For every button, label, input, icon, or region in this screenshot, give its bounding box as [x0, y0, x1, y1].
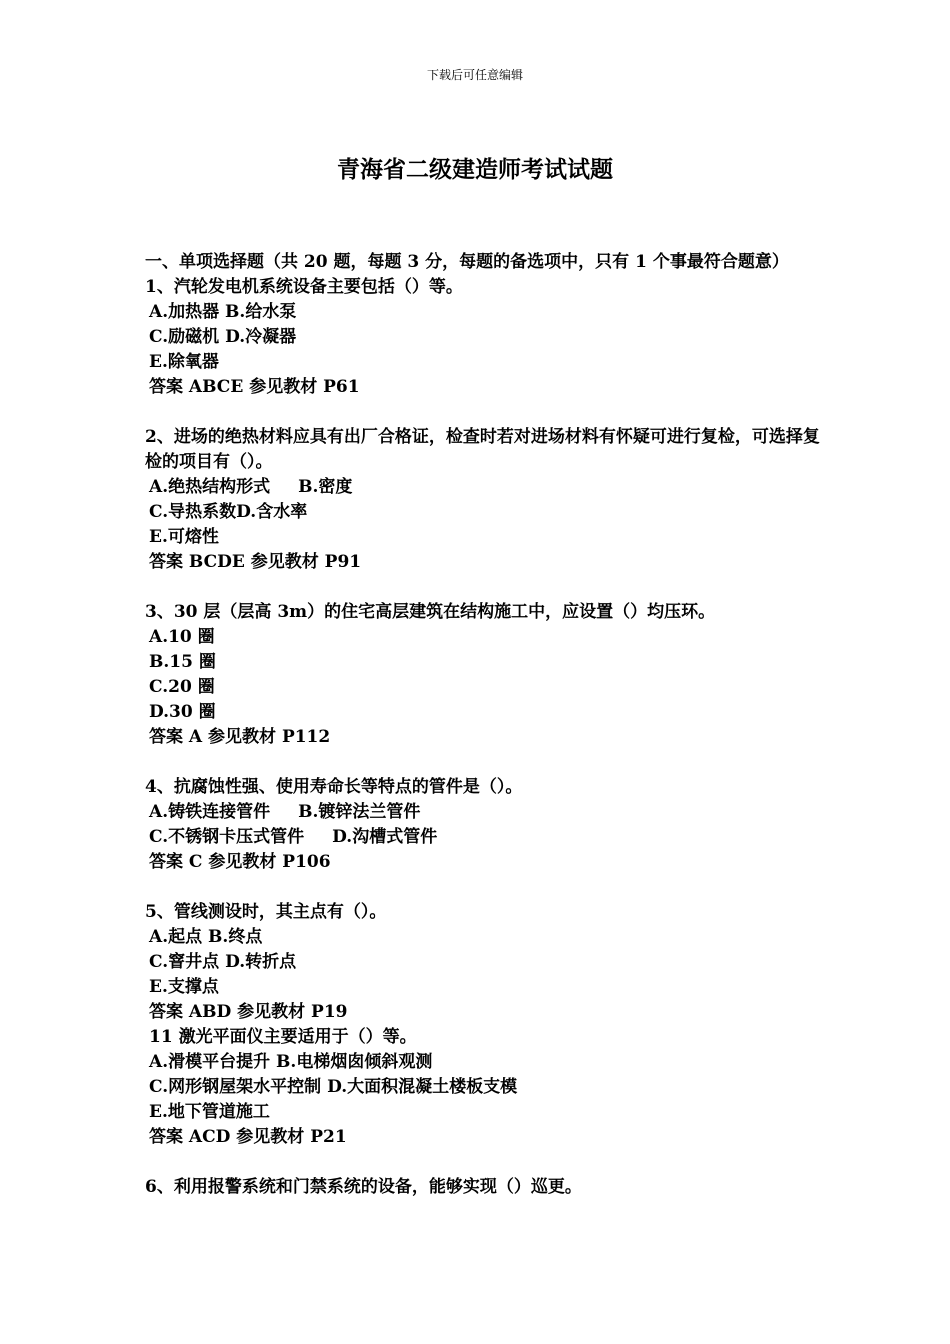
question-option: C.网形钢屋架水平控制 D.大面积混凝土楼板支模: [149, 1077, 518, 1097]
question-option-row: [145, 800, 825, 825]
spacer: [145, 750, 825, 775]
question-option: D.沟槽式管件: [332, 827, 438, 847]
question-option: E.除氧器: [149, 352, 219, 372]
question-option: A.加热器 B.给水泵: [149, 302, 297, 322]
question-answer: 答案 ACD 参见教材 P21: [149, 1127, 347, 1147]
question-stem: 3、30 层（层高 3m）的住宅高层建筑在结构施工中，应设置（）均压环。: [145, 602, 716, 622]
question-stem: 6、利用报警系统和门禁系统的设备，能够实现（）巡更。: [145, 1177, 582, 1197]
question-option: E.可熔性: [149, 527, 219, 547]
spacer: [145, 575, 825, 600]
question-answer: 答案 ABD 参见教材 P19: [149, 1002, 348, 1022]
question-option-row: [145, 825, 825, 850]
question-answer: 答案 C 参见教材 P106: [149, 852, 331, 872]
question-option-row: [145, 475, 825, 500]
question-answer: 答案 BCDE 参见教材 P91: [149, 552, 362, 572]
header-note: 下载后可任意编辑: [426, 68, 523, 82]
question-stem: 2、进场的绝热材料应具有出厂合格证，检查时若对进场材料有怀疑可进行复检，可选择复检的项目有（）。: [145, 427, 820, 472]
question-option: A.滑模平台提升 B.电梯烟囱倾斜观测: [149, 1052, 433, 1072]
question-option: B.镀锌法兰管件: [298, 802, 421, 822]
document-title: 青海省二级建造师考试试题: [337, 156, 613, 183]
spacer: [145, 875, 825, 900]
question-option: A.绝热结构形式: [149, 477, 271, 497]
question-answer: 答案 ABCE 参见教材 P61: [149, 377, 360, 397]
question-option: C.窨井点 D.转折点: [149, 952, 297, 972]
question-option: B.密度: [298, 477, 353, 497]
question-option: C.励磁机 D.冷凝器: [149, 327, 297, 347]
question-answer: 答案 A 参见教材 P112: [149, 727, 331, 747]
question-option: A.铸铁连接管件: [149, 802, 271, 822]
question-option: D.30 圈: [149, 702, 216, 722]
question-list: [145, 250, 825, 1200]
question-stem: 5、管线测设时，其主点有（）。: [145, 902, 387, 922]
question-option: E.地下管道施工: [149, 1102, 270, 1122]
question-option: C.导热系数D.含水率: [149, 502, 308, 522]
question-option: A.10 圈: [149, 627, 215, 647]
question-stem: 4、抗腐蚀性强、使用寿命长等特点的管件是（）。: [145, 777, 523, 797]
spacer: [145, 400, 825, 425]
section-heading: 一、单项选择题（共 20 题，每题 3 分，每题的备选项中，只有 1 个事最符合题意）: [145, 252, 789, 272]
spacer: [145, 1150, 825, 1175]
question-option: E.支撑点: [149, 977, 219, 997]
question-option: C.20 圈: [149, 677, 215, 697]
question-option: B.15 圈: [149, 652, 216, 672]
question-option: C.不锈钢卡压式管件: [149, 827, 305, 847]
question-stem: 11 激光平面仪主要适用于（）等。: [149, 1027, 417, 1047]
question-stem: 1、汽轮发电机系统设备主要包括（）等。: [145, 277, 463, 297]
question-option: A.起点 B.终点: [149, 927, 263, 947]
